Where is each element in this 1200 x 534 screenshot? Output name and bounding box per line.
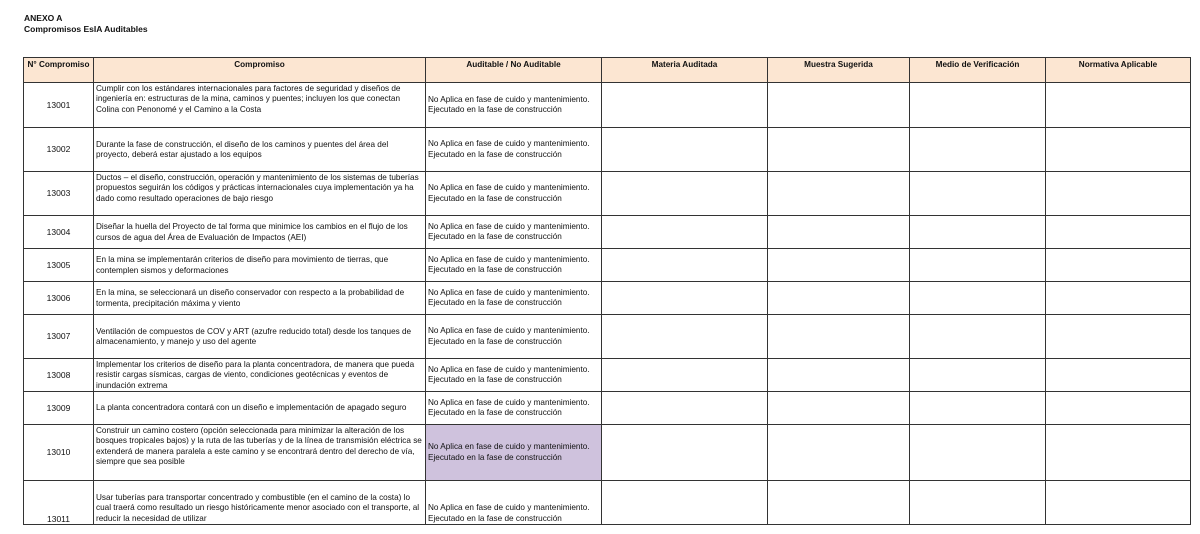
- auditable-status: No Aplica en fase de cuido y mantenimiento. Ejecutado en la fase de construcción: [426, 249, 602, 282]
- muestra-cell: [768, 172, 910, 216]
- commitment-text: Construir un camino costero (opción seleccionada para minimizar la alteración de los bosques tropicales bajos) y la ruta de las tuberías y de la línea de transmisión eléctrica se extenderá de manera paralela a este camino y se encontrará dentro del derecho de vía, siempre que sea posible: [94, 425, 426, 481]
- commitment-number: 13004: [24, 216, 94, 249]
- commitment-number: 13001: [24, 83, 94, 128]
- commitment-number: 13009: [24, 392, 94, 425]
- annex-subtitle: Compromisos EsIA Auditables: [24, 24, 148, 34]
- auditable-status: No Aplica en fase de cuido y mantenimiento. Ejecutado en la fase de construcción: [426, 282, 602, 315]
- commitment-text: Ventilación de compuestos de COV y ART (azufre reducido total) desde los tanques de almacenamiento, y manejo y uso del agente: [94, 315, 426, 359]
- column-header-normativa: Normativa Aplicable: [1046, 58, 1191, 83]
- table-row: [24, 282, 1191, 315]
- commitment-number: 13008: [24, 359, 94, 392]
- table-row: [24, 172, 1191, 216]
- normativa-cell: [1046, 315, 1191, 359]
- muestra-cell: [768, 216, 910, 249]
- verificacion-cell: [910, 249, 1046, 282]
- materia-cell: [602, 315, 768, 359]
- commitment-text: Ductos – el diseño, construcción, operación y mantenimiento de los sistemas de tuberías propuestos seguirán los códigos y prácticas internacionales cuya implementación ya ha dado como resultado operaciones de bajo riesgo: [94, 172, 426, 216]
- muestra-cell: [768, 249, 910, 282]
- auditable-status-highlighted: No Aplica en fase de cuido y mantenimiento. Ejecutado en la fase de construcción: [426, 425, 602, 481]
- normativa-cell: [1046, 128, 1191, 172]
- muestra-cell: [768, 392, 910, 425]
- commitment-text: Durante la fase de construcción, el diseño de los caminos y puentes del área del proyecto, deberá estar ajustado a los equipos: [94, 128, 426, 172]
- commitment-text: La planta concentradora contará con un diseño e implementación de apagado seguro: [94, 392, 426, 425]
- muestra-cell: [768, 359, 910, 392]
- commitment-number: 13003: [24, 172, 94, 216]
- auditable-status: No Aplica en fase de cuido y mantenimiento. Ejecutado en la fase de construcción: [426, 216, 602, 249]
- materia-cell: [602, 216, 768, 249]
- verificacion-cell: [910, 128, 1046, 172]
- column-header-numero: N° Compromiso: [24, 58, 94, 83]
- commitment-text: Usar tuberías para transportar concentrado y combustible (en el camino de la costa) lo cual traerá como resultado un riesgo históricamente menor asociado con el transporte, al reducir la necesidad de utilizar: [94, 481, 426, 525]
- normativa-cell: [1046, 481, 1191, 525]
- normativa-cell: [1046, 216, 1191, 249]
- column-header-compromiso: Compromiso: [94, 58, 426, 83]
- commitment-text: En la mina, se seleccionará un diseño conservador con respecto a la probabilidad de tormenta, precipitación máxima y viento: [94, 282, 426, 315]
- table-row: [24, 359, 1191, 392]
- commitment-text: Diseñar la huella del Proyecto de tal forma que minimice los cambios en el flujo de los cursos de agua del Área de Evaluación de Impactos (AEI): [94, 216, 426, 249]
- auditable-status: No Aplica en fase de cuido y mantenimiento. Ejecutado en la fase de construcción: [426, 128, 602, 172]
- verificacion-cell: [910, 392, 1046, 425]
- muestra-cell: [768, 315, 910, 359]
- normativa-cell: [1046, 359, 1191, 392]
- commitment-number: 13002: [24, 128, 94, 172]
- auditable-status: No Aplica en fase de cuido y mantenimiento. Ejecutado en la fase de construcción: [426, 392, 602, 425]
- table-header-row: [24, 58, 1191, 83]
- muestra-cell: [768, 128, 910, 172]
- muestra-cell: [768, 425, 910, 481]
- verificacion-cell: [910, 172, 1046, 216]
- materia-cell: [602, 128, 768, 172]
- commitment-number: 13011: [24, 481, 94, 525]
- muestra-cell: [768, 83, 910, 128]
- table-row: [24, 315, 1191, 359]
- auditable-status: No Aplica en fase de cuido y mantenimiento. Ejecutado en la fase de construcción: [426, 359, 602, 392]
- commitment-number: 13010: [24, 425, 94, 481]
- materia-cell: [602, 425, 768, 481]
- annex-heading: [24, 13, 148, 35]
- commitment-number: 13006: [24, 282, 94, 315]
- table-row: [24, 481, 1191, 525]
- commitment-number: 13007: [24, 315, 94, 359]
- auditable-status: No Aplica en fase de cuido y mantenimiento. Ejecutado en la fase de construcción: [426, 83, 602, 128]
- commitment-number: 13005: [24, 249, 94, 282]
- column-header-materia: Materia Auditada: [602, 58, 768, 83]
- table-row: [24, 249, 1191, 282]
- normativa-cell: [1046, 425, 1191, 481]
- verificacion-cell: [910, 481, 1046, 525]
- annex-title: ANEXO A: [24, 13, 63, 23]
- normativa-cell: [1046, 249, 1191, 282]
- verificacion-cell: [910, 315, 1046, 359]
- normativa-cell: [1046, 392, 1191, 425]
- normativa-cell: [1046, 83, 1191, 128]
- table-row: [24, 216, 1191, 249]
- muestra-cell: [768, 282, 910, 315]
- commitments-table: [23, 57, 1191, 525]
- table-row: [24, 83, 1191, 128]
- table-row: [24, 392, 1191, 425]
- verificacion-cell: [910, 359, 1046, 392]
- verificacion-cell: [910, 425, 1046, 481]
- normativa-cell: [1046, 282, 1191, 315]
- materia-cell: [602, 359, 768, 392]
- verificacion-cell: [910, 282, 1046, 315]
- column-header-verificacion: Medio de Verificación: [910, 58, 1046, 83]
- materia-cell: [602, 172, 768, 216]
- materia-cell: [602, 282, 768, 315]
- column-header-muestra: Muestra Sugerida: [768, 58, 910, 83]
- table-row: [24, 128, 1191, 172]
- auditable-status: No Aplica en fase de cuido y mantenimiento. Ejecutado en la fase de construcción: [426, 315, 602, 359]
- commitment-text: En la mina se implementarán criterios de diseño para movimiento de tierras, que contemplen sismos y deformaciones: [94, 249, 426, 282]
- auditable-status: No Aplica en fase de cuido y mantenimiento. Ejecutado en la fase de construcción: [426, 481, 602, 525]
- table-row: [24, 425, 1191, 481]
- verificacion-cell: [910, 83, 1046, 128]
- muestra-cell: [768, 481, 910, 525]
- auditable-status: No Aplica en fase de cuido y mantenimiento. Ejecutado en la fase de construcción: [426, 172, 602, 216]
- verificacion-cell: [910, 216, 1046, 249]
- column-header-auditable: Auditable / No Auditable: [426, 58, 602, 83]
- commitment-text: Implementar los criterios de diseño para la planta concentradora, de manera que pueda resistir cargas sísmicas, cargas de viento, condiciones geotécnicas y eventos de inundación extrema: [94, 359, 426, 392]
- materia-cell: [602, 83, 768, 128]
- materia-cell: [602, 392, 768, 425]
- commitment-text: Cumplir con los estándares internacionales para factores de seguridad y diseños de ingeniería en: estructuras de la mina, caminos y puentes; incluyen los que conectan Colina con Penonomé y el Camino a la Costa: [94, 83, 426, 128]
- materia-cell: [602, 481, 768, 525]
- materia-cell: [602, 249, 768, 282]
- normativa-cell: [1046, 172, 1191, 216]
